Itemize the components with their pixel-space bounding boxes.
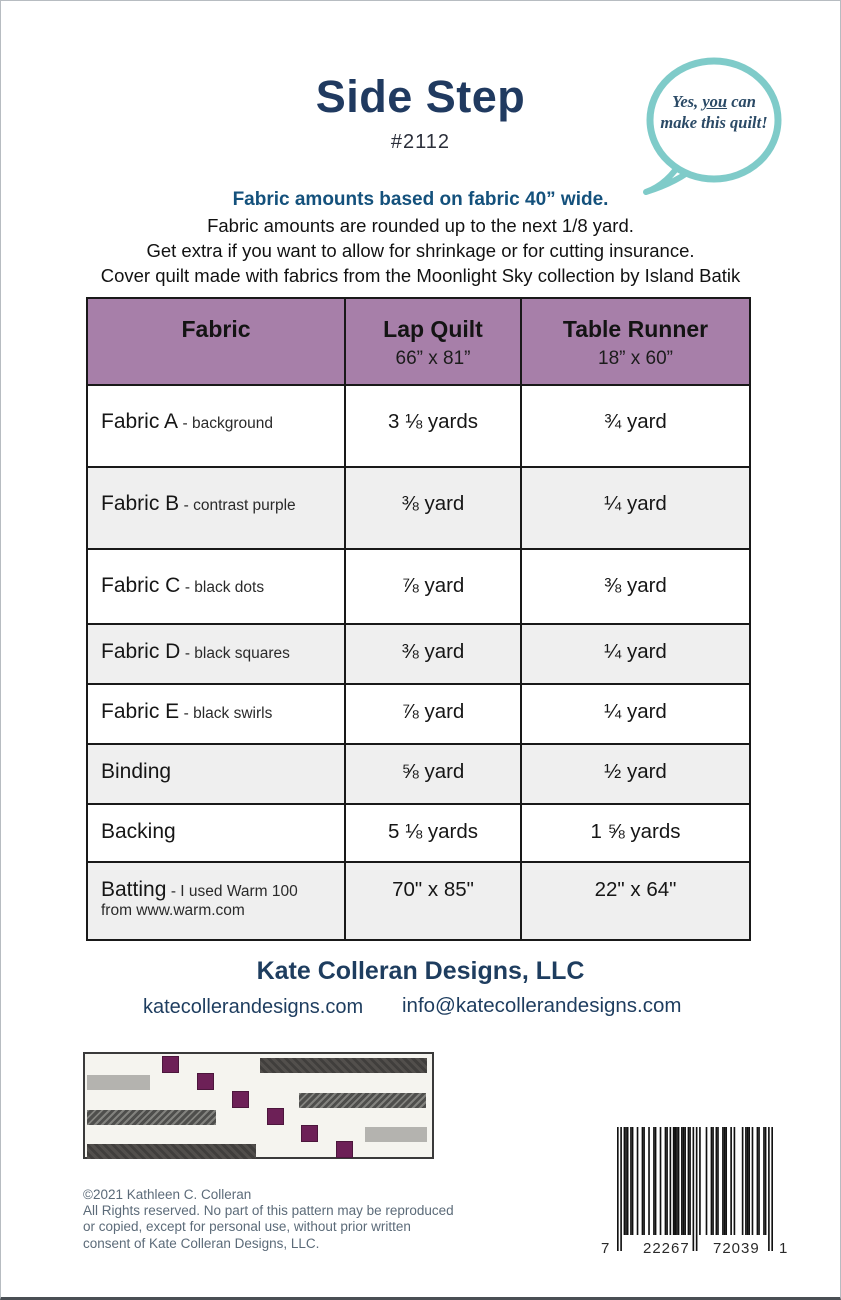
copyright-block bbox=[83, 1187, 503, 1252]
copyright-line: All Rights reserved. No part of this pattern may be reproduced bbox=[83, 1203, 454, 1219]
table-header-row bbox=[87, 298, 750, 385]
table-row-fabric-a bbox=[87, 385, 750, 467]
quilt-thumbnail bbox=[83, 1052, 434, 1159]
website-link: katecollerandesigns.com bbox=[143, 996, 364, 1018]
fabric-desc: - black swirls bbox=[183, 705, 273, 722]
barcode-bars bbox=[617, 1127, 773, 1253]
bubble-text-emphasis: you bbox=[702, 92, 728, 111]
fabric-name: Backing bbox=[101, 820, 176, 843]
table-runner-amount: ¾ yard bbox=[521, 385, 750, 467]
fabric-name: Fabric B bbox=[101, 492, 180, 515]
column-header-label: Fabric bbox=[181, 316, 251, 342]
column-header-sub: 66” x 81” bbox=[395, 348, 471, 369]
lap-quilt-amount: ⅜ yard bbox=[345, 624, 521, 684]
quilt-strip bbox=[87, 1075, 150, 1090]
bubble-text-line2: make this quilt! bbox=[660, 112, 768, 132]
table-row-binding bbox=[87, 744, 750, 804]
lap-quilt-amount: ⅜ yard bbox=[345, 467, 521, 549]
lap-quilt-amount: ⅞ yard bbox=[345, 549, 521, 624]
quilt-square bbox=[336, 1141, 353, 1158]
quilt-square bbox=[232, 1091, 249, 1108]
table-runner-amount: ¼ yard bbox=[521, 684, 750, 744]
table-runner-amount: 1 ⅝ yards bbox=[521, 804, 750, 862]
fabric-name: Fabric A bbox=[101, 410, 179, 433]
pattern-number: #2112 bbox=[390, 131, 451, 153]
column-header-label: Lap Quilt bbox=[383, 316, 483, 342]
intro-headline: Fabric amounts based on fabric 40” wide. bbox=[232, 189, 609, 210]
column-header-lap-quilt bbox=[345, 298, 521, 385]
copyright-line: or copied, except for personal use, without prior written bbox=[83, 1219, 411, 1235]
email-link: info@katecollerandesigns.com bbox=[402, 994, 682, 1017]
barcode-digit-group: 1 bbox=[779, 1240, 789, 1257]
fabric-name: Fabric C bbox=[101, 574, 181, 597]
quilt-square bbox=[301, 1125, 318, 1142]
lap-quilt-amount: ⅞ yard bbox=[345, 684, 521, 744]
table-runner-amount: ½ yard bbox=[521, 744, 750, 804]
speech-bubble-text bbox=[656, 92, 772, 133]
table-row-fabric-c bbox=[87, 549, 750, 624]
column-header-sub: 18” x 60” bbox=[598, 348, 673, 369]
barcode-digit-group: 22267 bbox=[643, 1240, 690, 1257]
quilt-square bbox=[197, 1073, 214, 1090]
intro-line-1: Fabric amounts are rounded up to the next 1/8 yard. bbox=[207, 215, 634, 236]
bubble-text-pre: Yes, bbox=[672, 92, 703, 111]
quilt-square bbox=[162, 1056, 179, 1073]
column-header-table-runner bbox=[521, 298, 750, 385]
table-row-backing bbox=[87, 804, 750, 862]
table-row-fabric-b bbox=[87, 467, 750, 549]
fabric-requirements-table bbox=[86, 297, 751, 941]
table-row-batting bbox=[87, 862, 750, 940]
fabric-desc: - black squares bbox=[184, 645, 290, 662]
column-header-fabric bbox=[87, 298, 345, 385]
fabric-name: Binding bbox=[101, 760, 172, 783]
barcode-digit-group: 72039 bbox=[713, 1240, 760, 1257]
lap-quilt-amount: 5 ⅛ yards bbox=[345, 804, 521, 862]
table-runner-amount: ¼ yard bbox=[521, 467, 750, 549]
copyright-line: ©2021 Kathleen C. Colleran bbox=[83, 1187, 252, 1202]
intro-line-3: Cover quilt made with fabrics from the Moonlight Sky collection by Island Batik bbox=[100, 264, 741, 286]
page-title: Side Step bbox=[315, 71, 526, 122]
bubble-text-post: can bbox=[727, 92, 756, 111]
copyright-line: consent of Kate Colleran Designs, LLC. bbox=[83, 1235, 320, 1251]
table-row-fabric-d bbox=[87, 624, 750, 684]
table-runner-amount: ⅜ yard bbox=[521, 549, 750, 624]
lap-quilt-amount: ⅝ yard bbox=[345, 744, 521, 804]
company-name: Kate Colleran Designs, LLC bbox=[256, 957, 585, 985]
upc-barcode bbox=[601, 1127, 789, 1272]
table-row-fabric-e bbox=[87, 684, 750, 744]
quilt-square bbox=[267, 1108, 284, 1125]
quilt-strip bbox=[260, 1058, 427, 1073]
barcode-digit-group: 7 bbox=[601, 1240, 611, 1257]
quilt-strip bbox=[365, 1127, 427, 1142]
column-header-label: Table Runner bbox=[562, 316, 709, 342]
fabric-name: Fabric E bbox=[101, 700, 180, 723]
lap-quilt-amount: 3 ⅛ yards bbox=[345, 385, 521, 467]
table-runner-amount: 22" x 64" bbox=[521, 862, 750, 940]
fabric-name: Batting bbox=[101, 878, 167, 901]
quilt-strip bbox=[87, 1144, 256, 1159]
fabric-desc: - I used Warm 100 from www.warm.com bbox=[101, 883, 298, 920]
speech-bubble bbox=[638, 56, 786, 196]
intro-block bbox=[1, 189, 840, 289]
quilt-strip bbox=[299, 1093, 426, 1108]
intro-line-2: Get extra if you want to allow for shrinkage or for cutting insurance. bbox=[146, 239, 695, 261]
table-runner-amount: ¼ yard bbox=[521, 624, 750, 684]
fabric-desc: - contrast purple bbox=[183, 497, 296, 514]
fabric-desc: - black dots bbox=[184, 579, 265, 596]
fabric-desc: - background bbox=[182, 415, 273, 432]
lap-quilt-amount: 70" x 85" bbox=[345, 862, 521, 940]
quilt-strip bbox=[87, 1110, 216, 1125]
fabric-name: Fabric D bbox=[101, 640, 181, 663]
